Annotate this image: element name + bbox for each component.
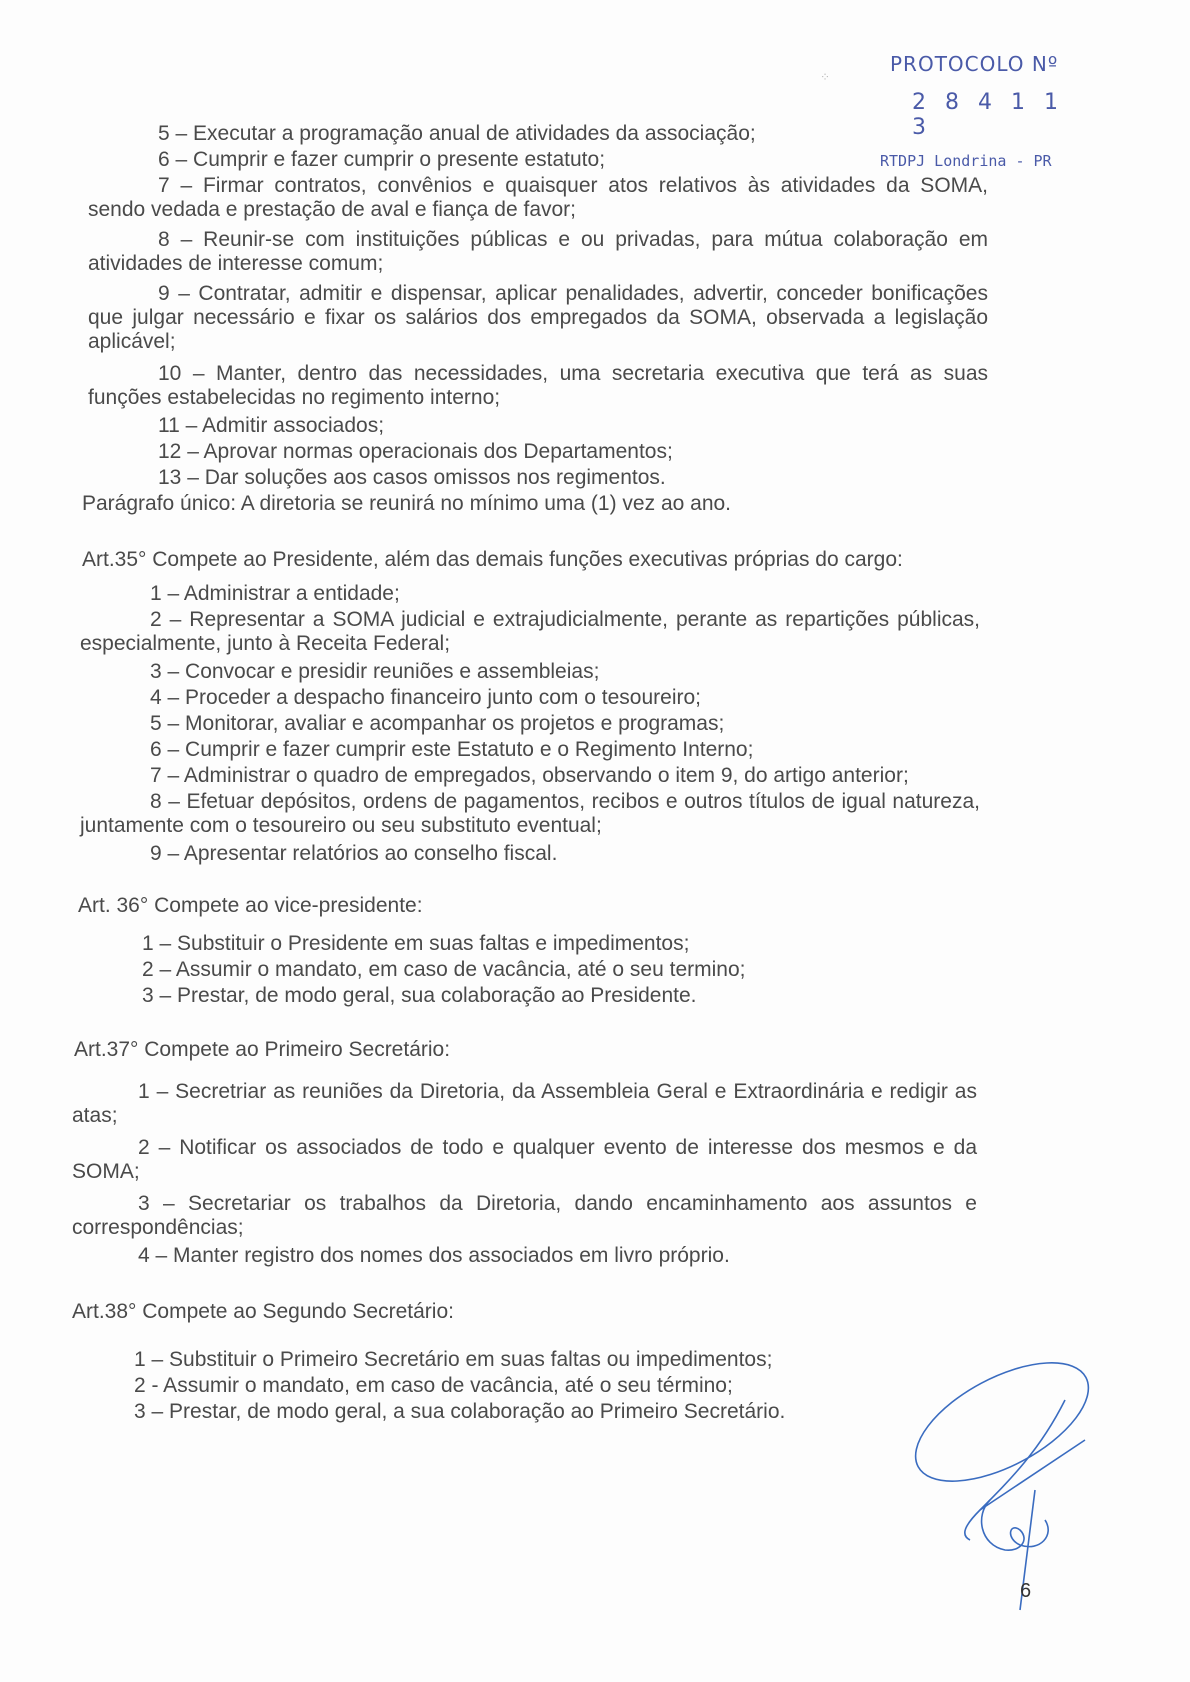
list-item: 3 – Prestar, de modo geral, a sua colaboração ao Primeiro Secretário. <box>134 1400 786 1423</box>
list-item: 2 - Assumir o mandato, em caso de vacância, até o seu término; <box>134 1374 733 1397</box>
scan-artifact: ⁘ <box>820 70 831 84</box>
article-36-heading: Art. 36° Compete ao vice-presidente: <box>78 894 423 917</box>
list-item: 8 – Reunir-se com instituições públicas e ou privadas, para mútua colaboração em atividades de interesse comum; <box>88 228 988 275</box>
list-item: 1 – Substituir o Presidente em suas faltas e impedimentos; <box>142 932 690 955</box>
protocol-stamp <box>880 52 1090 170</box>
list-item: 2 – Representar a SOMA judicial e extrajudicialmente, perante as repartições públicas, especialmente, junto à Receita Federal; <box>80 608 980 655</box>
list-item: 6 – Cumprir e fazer cumprir este Estatuto e o Regimento Interno; <box>150 738 754 761</box>
list-item: 3 – Secretariar os trabalhos da Diretoria, dando encaminhamento aos assuntos e correspondências; <box>72 1192 977 1239</box>
list-item: 2 – Assumir o mandato, em caso de vacância, até o seu termino; <box>142 958 746 981</box>
article-35-heading: Art.35° Compete ao Presidente, além das demais funções executivas próprias do cargo: <box>82 548 903 571</box>
list-item: 12 – Aprovar normas operacionais dos Departamentos; <box>158 440 673 463</box>
protocol-number: 2 8 4 1 1 3 <box>912 90 1064 140</box>
list-item: 9 – Apresentar relatórios ao conselho fiscal. <box>150 842 558 865</box>
list-item: 13 – Dar soluções aos casos omissos nos regimentos. <box>158 466 666 489</box>
list-item: 7 – Firmar contratos, convênios e quaisquer atos relativos às atividades da SOMA, sendo vedada e prestação de aval e fiança de favor; <box>88 174 988 221</box>
list-item: 6 – Cumprir e fazer cumprir o presente estatuto; <box>158 148 606 171</box>
list-item: 2 – Notificar os associados de todo e qualquer evento de interesse dos mesmos e da SOMA; <box>72 1136 977 1183</box>
list-item: 5 – Monitorar, avaliar e acompanhar os projetos e programas; <box>150 712 725 735</box>
list-item: 3 – Prestar, de modo geral, sua colaboração ao Presidente. <box>142 984 697 1007</box>
article-38-heading: Art.38° Compete ao Segundo Secretário: <box>72 1300 454 1323</box>
list-item: 4 – Proceder a despacho financeiro junto com o tesoureiro; <box>150 686 701 709</box>
list-item: 3 – Convocar e presidir reuniões e assembleias; <box>150 660 600 683</box>
list-item: 1 – Secretriar as reuniões da Diretoria, da Assembleia Geral e Extraordinária e redigir as atas; <box>72 1080 977 1127</box>
list-item: 10 – Manter, dentro das necessidades, uma secretaria executiva que terá as suas funções estabelecidas no regimento interno; <box>88 362 988 409</box>
page-number: 6 <box>1020 1580 1032 1602</box>
paragrafo-unico: Parágrafo único: A diretoria se reunirá no mínimo uma (1) vez ao ano. <box>82 492 732 515</box>
list-item: 1 – Substituir o Primeiro Secretário em suas faltas ou impedimentos; <box>134 1348 773 1371</box>
protocol-registry: RTDPJ Londrina - PR <box>880 152 1052 170</box>
list-item: 1 – Administrar a entidade; <box>150 582 400 605</box>
list-item: 11 – Admitir associados; <box>158 414 385 437</box>
protocol-title: PROTOCOLO Nº <box>890 52 1059 76</box>
article-37-heading: Art.37° Compete ao Primeiro Secretário: <box>74 1038 451 1061</box>
list-item: 8 – Efetuar depósitos, ordens de pagamentos, recibos e outros títulos de igual natureza, juntamente com o tesoureiro ou seu substituto eventual; <box>80 790 980 837</box>
list-item: 9 – Contratar, admitir e dispensar, aplicar penalidades, advertir, conceder bonificações que julgar necessário e fixar os salários dos empregados da SOMA, observada a legislação aplicável; <box>88 282 988 353</box>
signature-icon <box>880 1340 1180 1620</box>
list-item: 7 – Administrar o quadro de empregados, observando o item 9, do artigo anterior; <box>150 764 909 787</box>
list-item: 4 – Manter registro dos nomes dos associados em livro próprio. <box>138 1244 730 1267</box>
list-item: 5 – Executar a programação anual de atividades da associação; <box>158 122 756 145</box>
